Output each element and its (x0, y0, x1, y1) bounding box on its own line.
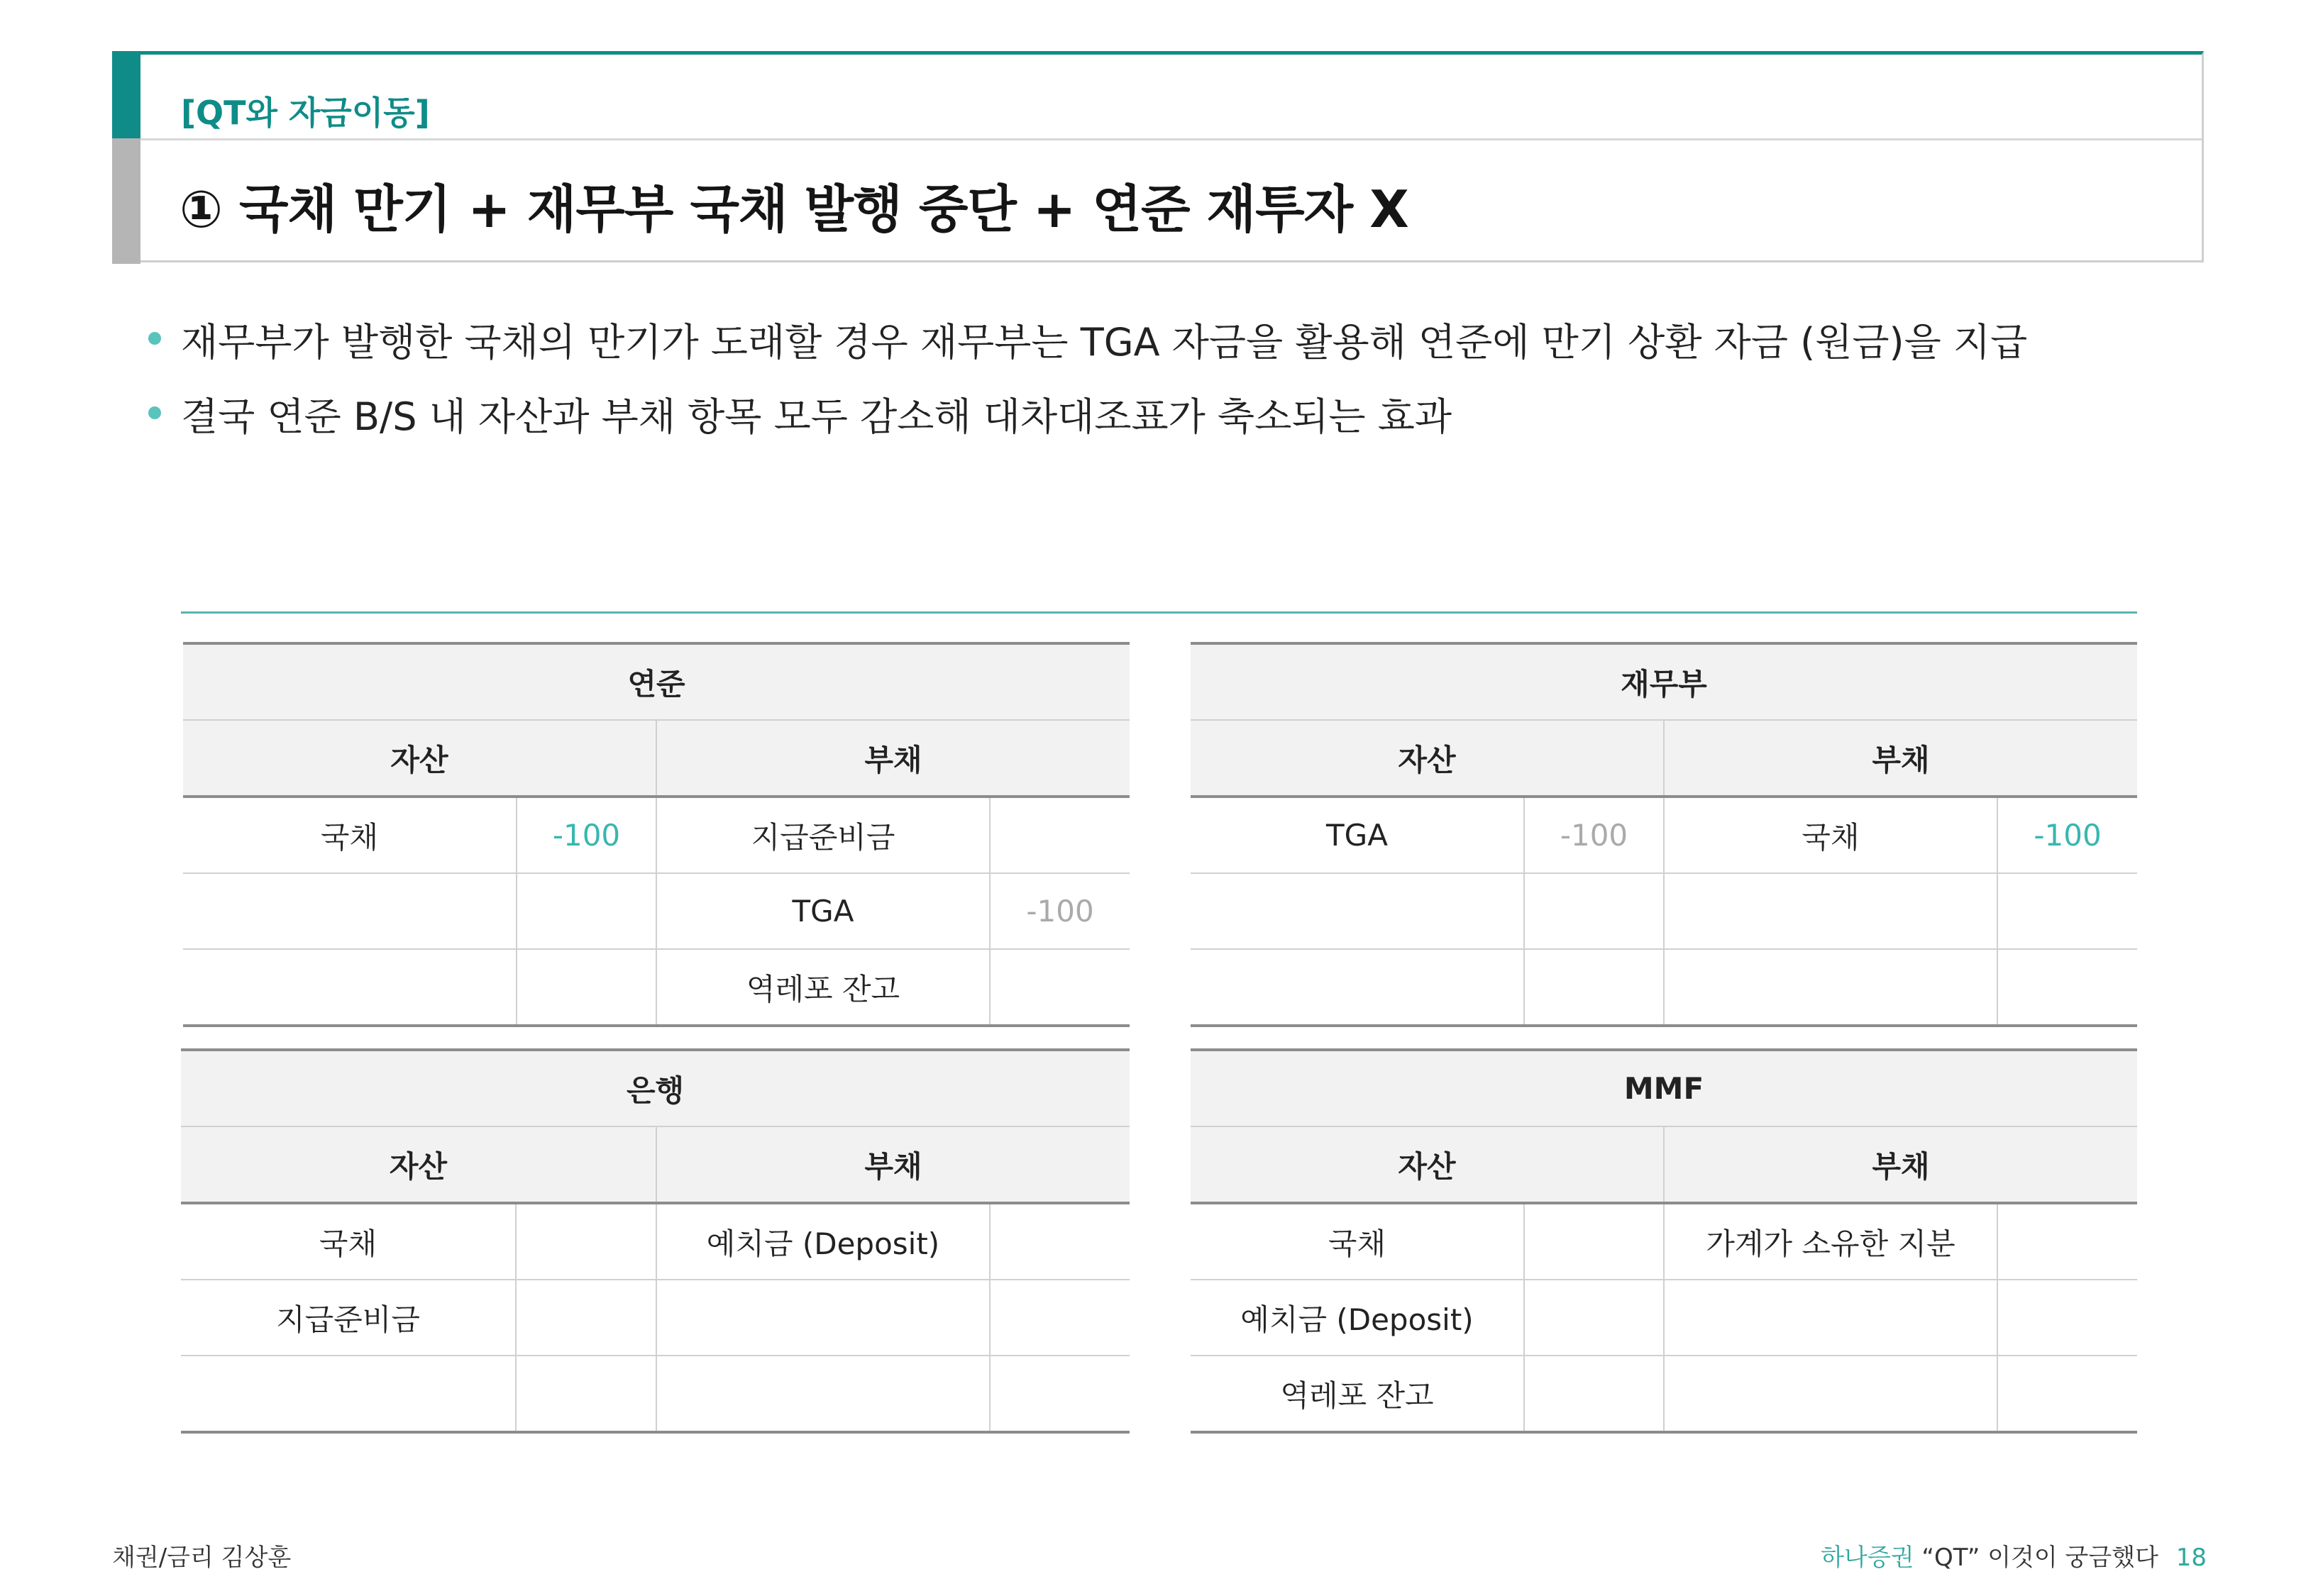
bullet-dot-icon (148, 332, 161, 345)
liability-item: 지급준비금 (656, 797, 990, 873)
liability-value (1997, 1203, 2137, 1280)
table-row (181, 1280, 1130, 1356)
section-tag: [QT와 자금이동] (181, 94, 430, 132)
asset-value (1524, 873, 1664, 949)
asset-value (517, 873, 656, 949)
mmf-balance-sheet (1191, 1048, 2137, 1434)
table-title: 은행 (181, 1050, 1130, 1126)
footer-publication (1821, 1538, 2207, 1573)
liability-item: TGA (656, 873, 990, 949)
table-row (1191, 873, 2137, 949)
asset-header: 자산 (1191, 720, 1664, 797)
asset-item: 지급준비금 (181, 1280, 516, 1356)
section-divider (181, 611, 2137, 614)
fed-balance-sheet (183, 642, 1130, 1027)
header-divider (140, 138, 2202, 140)
liability-item (1664, 1280, 1997, 1356)
liability-item: 국채 (1664, 797, 1997, 873)
asset-value (1524, 1203, 1664, 1280)
liability-item: 예치금 (Deposit) (656, 1203, 990, 1280)
footer-author: 채권/금리 김상훈 (112, 1544, 292, 1572)
footer-brand: 하나증권 (1821, 1544, 1914, 1572)
liability-header: 부채 (656, 720, 1130, 797)
header-accent-bar (112, 51, 140, 138)
asset-item (1191, 949, 1524, 1026)
asset-item: TGA (1191, 797, 1524, 873)
table-row (183, 797, 1130, 873)
liability-header: 부채 (656, 1126, 1130, 1203)
asset-value (516, 1280, 656, 1356)
table-row (1191, 1280, 2137, 1356)
table-row (1191, 1203, 2137, 1280)
liability-value (990, 1203, 1130, 1280)
liability-item (656, 1280, 990, 1356)
liability-value (1997, 949, 2137, 1026)
table-row (1191, 949, 2137, 1026)
asset-item (1191, 873, 1524, 949)
liability-value: -100 (1997, 797, 2137, 873)
asset-header: 자산 (1191, 1126, 1664, 1203)
liability-item (1664, 949, 1997, 1026)
liability-value (1997, 1280, 2137, 1356)
slide-title: ① 국채 만기 + 재무부 국채 발행 중단 + 연준 재투자 X (180, 179, 1408, 239)
liability-item (1664, 873, 1997, 949)
liability-item: 역레포 잔고 (656, 949, 990, 1026)
asset-header: 자산 (183, 720, 656, 797)
bullet-text: 결국 연준 B/S 내 자산과 부채 항목 모두 감소해 대차대조표가 축소되는 효과 (181, 394, 1452, 439)
asset-value (1524, 1280, 1664, 1356)
asset-value (516, 1203, 656, 1280)
asset-item: 역레포 잔고 (1191, 1356, 1524, 1432)
liability-value (990, 1356, 1130, 1432)
liability-item (656, 1356, 990, 1432)
liability-header: 부채 (1664, 720, 2137, 797)
liability-value: -100 (990, 873, 1130, 949)
table-row (183, 949, 1130, 1026)
table-row (1191, 1356, 2137, 1432)
asset-value (1524, 949, 1664, 1026)
asset-item (181, 1356, 516, 1432)
treasury-balance-sheet (1191, 642, 2137, 1027)
table-title: 재무부 (1191, 643, 2137, 720)
slide-header (112, 51, 2204, 262)
table-row (181, 1203, 1130, 1280)
bullet-text: 재무부가 발행한 국채의 만기가 도래할 경우 재무부는 TGA 자금을 활용해 연준에 만기 상환 자금 (원금)을 지급 (181, 320, 2028, 365)
bank-balance-sheet (181, 1048, 1130, 1434)
asset-item: 국채 (181, 1203, 516, 1280)
asset-item: 예치금 (Deposit) (1191, 1280, 1524, 1356)
table-row (181, 1356, 1130, 1432)
table-row (183, 873, 1130, 949)
table-row (1191, 797, 2137, 873)
liability-value (1997, 873, 2137, 949)
page-number: 18 (2175, 1544, 2207, 1572)
asset-value (517, 949, 656, 1026)
table-title: 연준 (183, 643, 1130, 720)
liability-header: 부채 (1664, 1126, 2137, 1203)
asset-item (183, 949, 517, 1026)
footer-series: “QT” 이것이 궁금했다 (1921, 1544, 2158, 1572)
liability-value (990, 1280, 1130, 1356)
asset-value: -100 (1524, 797, 1664, 873)
asset-item: 국채 (183, 797, 517, 873)
header-gray-bar (112, 138, 140, 264)
liability-value (990, 797, 1130, 873)
liability-value (1997, 1356, 2137, 1432)
asset-value (1524, 1356, 1664, 1432)
table-title: MMF (1191, 1050, 2137, 1126)
liability-value (990, 949, 1130, 1026)
asset-header: 자산 (181, 1126, 656, 1203)
asset-item (183, 873, 517, 949)
bullet-dot-icon (148, 406, 161, 419)
asset-item: 국채 (1191, 1203, 1524, 1280)
liability-item (1664, 1356, 1997, 1432)
asset-value (516, 1356, 656, 1432)
liability-item: 가계가 소유한 지분 (1664, 1203, 1997, 1280)
asset-value: -100 (517, 797, 656, 873)
